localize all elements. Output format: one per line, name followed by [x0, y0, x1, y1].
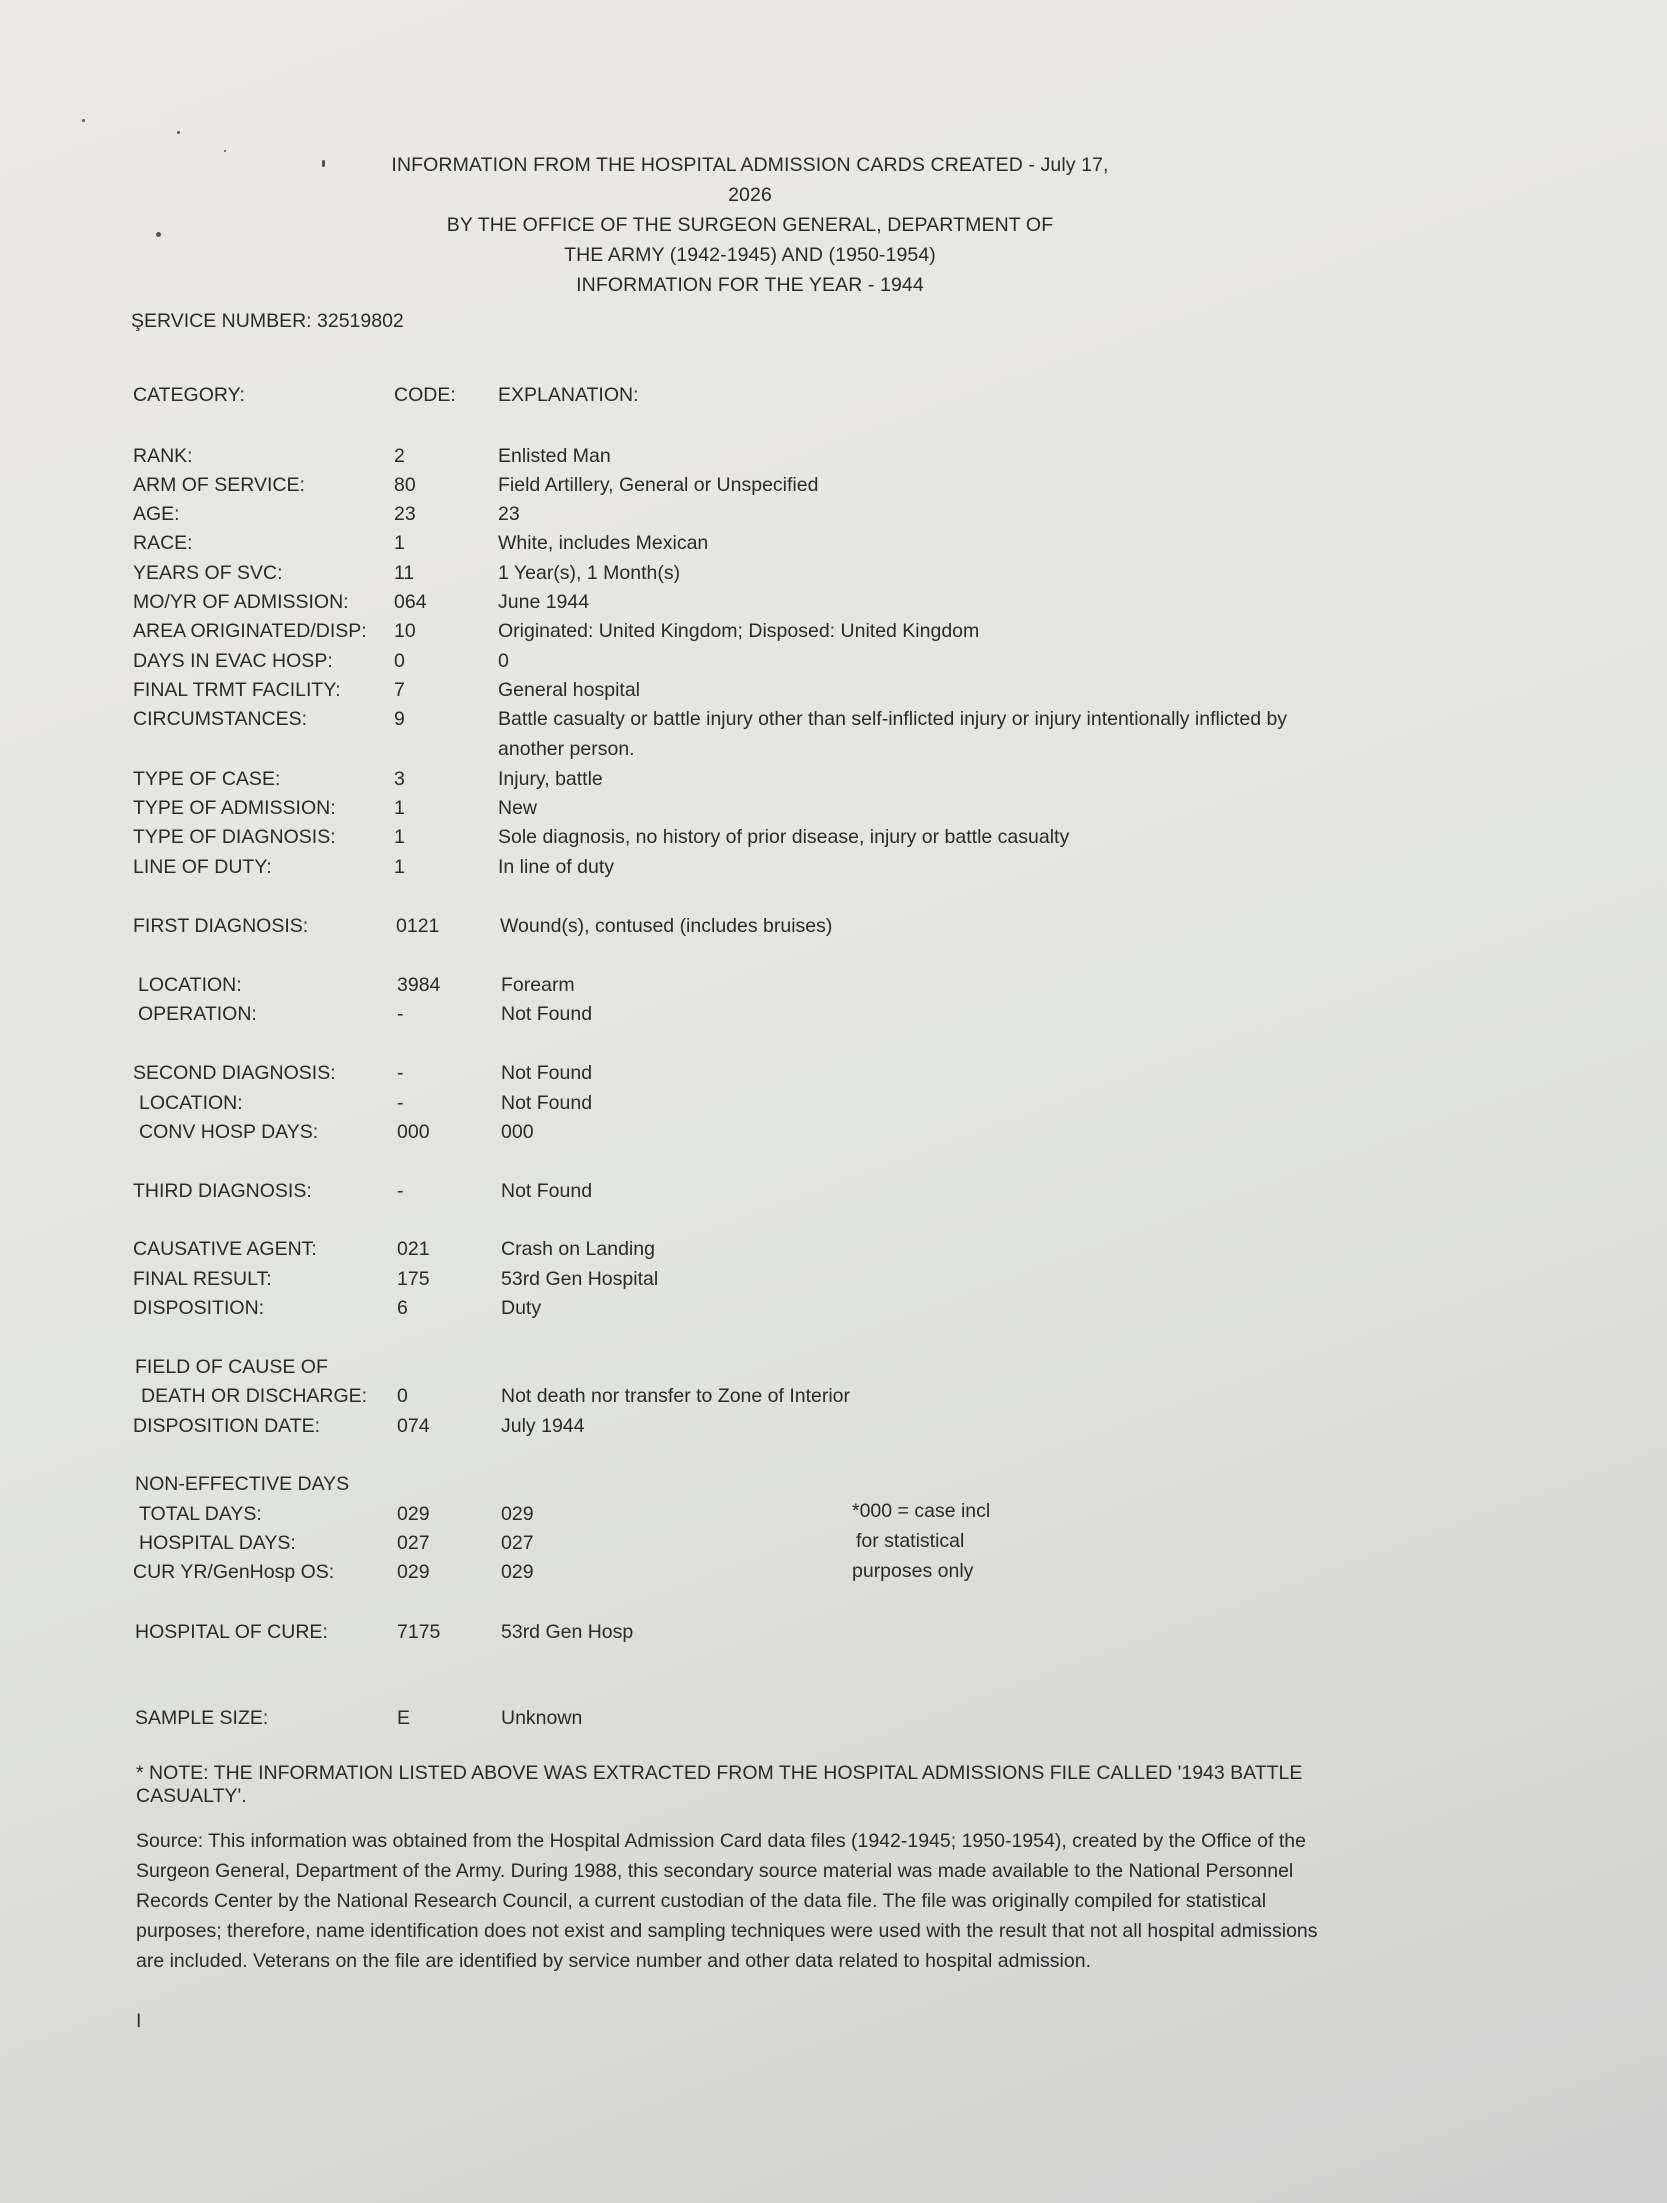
- table-row: [0, 558, 1667, 588]
- table-row: [0, 1264, 1667, 1294]
- row-code: 2: [394, 445, 405, 467]
- row-category: FINAL TRMT FACILITY:: [133, 679, 341, 701]
- table-row: [0, 1234, 1667, 1264]
- table-row: [0, 822, 1667, 852]
- row-category: RANK:: [133, 445, 193, 467]
- row-explanation: 0: [498, 650, 509, 672]
- table-row: [0, 1411, 1667, 1441]
- row-explanation: Originated: United Kingdom; Disposed: United Kingdom: [498, 620, 980, 642]
- table-row: [0, 970, 1667, 1000]
- row-explanation: Injury, battle: [498, 768, 603, 790]
- column-header-explanation: EXPLANATION:: [498, 384, 639, 406]
- row-category: THIRD DIAGNOSIS:: [133, 1180, 312, 1202]
- table-row: [0, 1176, 1667, 1206]
- row-category: TYPE OF CASE:: [133, 768, 281, 790]
- row-category: DEATH OR DISCHARGE:: [141, 1385, 368, 1407]
- row-explanation: 53rd Gen Hosp: [501, 1621, 634, 1643]
- row-category: AREA ORIGINATED/DISP:: [133, 620, 367, 642]
- row-explanation: Battle casualty or battle injury other than self-inflicted injury or injury intentionally inflicted by another person.: [498, 708, 1288, 760]
- row-explanation: 23: [498, 503, 520, 525]
- row-code: 11: [394, 562, 415, 584]
- row-code: 027: [397, 1532, 430, 1554]
- row-explanation: 53rd Gen Hospital: [501, 1268, 659, 1290]
- table-row: [0, 1352, 1667, 1382]
- table-row: [0, 1703, 1667, 1733]
- row-category: SAMPLE SIZE:: [135, 1707, 269, 1729]
- table-row: [0, 616, 1667, 646]
- row-category: HOSPITAL OF CURE:: [135, 1621, 328, 1643]
- speck-mark: [322, 160, 325, 167]
- row-explanation: July 1944: [501, 1415, 585, 1437]
- source-line: are included. Veterans on the file are identified by service number and other data related to hospital admission.: [136, 1950, 1091, 1972]
- header-line: INFORMATION FOR THE YEAR - 1944: [576, 274, 924, 296]
- table-row: [0, 911, 1667, 941]
- row-code: 7: [394, 679, 405, 701]
- row-explanation: 029: [501, 1561, 534, 1583]
- table-row: [0, 1381, 1667, 1411]
- row-code: 80: [394, 474, 416, 496]
- row-explanation: Not Found: [501, 1003, 593, 1025]
- row-code: 9: [394, 708, 405, 730]
- row-explanation: General hospital: [498, 679, 641, 701]
- row-code: 1: [394, 532, 405, 554]
- row-category: TYPE OF DIAGNOSIS:: [133, 826, 336, 848]
- row-explanation: June 1944: [498, 591, 590, 613]
- document-header: [390, 150, 1110, 300]
- table-row: [0, 587, 1667, 617]
- table-row: [0, 470, 1667, 500]
- row-explanation: Not Found: [501, 1180, 593, 1202]
- row-explanation: Forearm: [501, 974, 575, 996]
- row-explanation: In line of duty: [498, 856, 614, 878]
- row-explanation: White, includes Mexican: [498, 532, 709, 554]
- table-row: [0, 852, 1667, 882]
- row-code: 1: [394, 826, 405, 848]
- table-row: [0, 1557, 1667, 1587]
- row-explanation: Field Artillery, General or Unspecified: [498, 474, 819, 496]
- table-row: [0, 704, 1667, 760]
- row-code: 074: [397, 1415, 430, 1437]
- row-code: -: [397, 1180, 404, 1202]
- service-number: ŞERVICE NUMBER: 32519802: [131, 310, 404, 332]
- header-line: THE ARMY (1942-1945) AND (1950-1954): [564, 244, 936, 266]
- table-row: [0, 1617, 1667, 1647]
- row-code: -: [397, 1092, 404, 1114]
- row-category: MO/YR OF ADMISSION:: [133, 591, 349, 613]
- row-explanation: New: [498, 797, 538, 819]
- row-category: FIRST DIAGNOSIS:: [133, 915, 309, 937]
- row-category: TYPE OF ADMISSION:: [133, 797, 336, 819]
- row-code: 3984: [397, 974, 441, 996]
- side-note: [852, 1496, 990, 1586]
- header-line: INFORMATION FROM THE HOSPITAL ADMISSION CARDS CREATED - July 17, 2026: [391, 154, 1109, 206]
- page-mark: I: [136, 2010, 142, 2032]
- row-code: 7175: [397, 1621, 441, 1643]
- side-note-line: *000 = case incl: [852, 1500, 991, 1522]
- row-category: CUR YR/GenHosp OS:: [133, 1561, 335, 1583]
- row-explanation: Not Found: [501, 1062, 593, 1084]
- row-category: OPERATION:: [138, 1003, 257, 1025]
- table-row: [0, 646, 1667, 676]
- row-category: SECOND DIAGNOSIS:: [133, 1062, 336, 1084]
- row-code: 021: [397, 1238, 430, 1260]
- row-code: 1: [394, 856, 405, 878]
- column-header-category: CATEGORY:: [133, 384, 245, 406]
- row-category: LOCATION:: [139, 1092, 243, 1114]
- row-code: 000: [397, 1121, 430, 1143]
- row-code: 029: [397, 1503, 430, 1525]
- row-explanation: Not death nor transfer to Zone of Interior: [501, 1385, 851, 1407]
- row-category: FIELD OF CAUSE OF: [135, 1356, 328, 1378]
- table-row: [0, 1469, 1667, 1499]
- column-header-code: CODE:: [394, 384, 456, 406]
- speck-mark: [177, 131, 180, 134]
- row-code: 0: [394, 650, 405, 672]
- row-code: 175: [397, 1268, 430, 1290]
- row-explanation: 027: [501, 1532, 534, 1554]
- row-category: DAYS IN EVAC HOSP:: [133, 650, 333, 672]
- table-row: [0, 1117, 1667, 1147]
- table-row: [0, 764, 1667, 794]
- side-note-line: for statistical: [856, 1530, 965, 1552]
- side-note-line: purposes only: [852, 1560, 974, 1582]
- source-paragraph: [136, 1826, 1376, 1976]
- row-code: 3: [394, 768, 405, 790]
- table-row: [0, 1499, 1667, 1529]
- row-code: 0121: [396, 915, 440, 937]
- footnote: * NOTE: THE INFORMATION LISTED ABOVE WAS EXTRACTED FROM THE HOSPITAL ADMISSIONS FILE CALLED '1943 BATTLE CASUALTY'.: [136, 1762, 1303, 1807]
- table-row: [0, 793, 1667, 823]
- header-line: BY THE OFFICE OF THE SURGEON GENERAL, DEPARTMENT OF: [446, 214, 1054, 236]
- source-line: purposes; therefore, name identification does not exist and sampling techniques were used with the result that not all hospital admissions: [136, 1920, 1318, 1942]
- row-category: LOCATION:: [138, 974, 242, 996]
- source-line: Surgeon General, Department of the Army. During 1988, this secondary source material was made available to the National Personnel: [136, 1860, 1294, 1882]
- row-explanation: Unknown: [501, 1707, 583, 1729]
- row-category: DISPOSITION DATE:: [133, 1415, 321, 1437]
- row-category: NON-EFFECTIVE DAYS: [135, 1473, 350, 1495]
- row-explanation: 000: [501, 1121, 534, 1143]
- row-explanation: Wound(s), contused (includes bruises): [500, 915, 833, 937]
- row-category: RACE:: [133, 532, 193, 554]
- row-code: 1: [394, 797, 405, 819]
- speck-mark: [156, 232, 161, 237]
- row-category: CIRCUMSTANCES:: [133, 708, 308, 730]
- source-line: Source: This information was obtained from the Hospital Admission Card data files (1942-1945; 1950-1954), created by the Office of the: [136, 1830, 1306, 1852]
- row-code: -: [397, 1062, 404, 1084]
- table-row: [0, 675, 1667, 705]
- row-category: TOTAL DAYS:: [139, 1503, 262, 1525]
- row-category: CAUSATIVE AGENT:: [133, 1238, 317, 1260]
- row-explanation: 1 Year(s), 1 Month(s): [498, 562, 681, 584]
- row-code: E: [397, 1707, 411, 1729]
- row-explanation: Enlisted Man: [498, 445, 611, 467]
- source-line: Records Center by the National Research Council, a current custodian of the data file. The file was originally compiled for statistical: [136, 1890, 1267, 1912]
- table-row: [0, 1528, 1667, 1558]
- row-code: 10: [394, 620, 416, 642]
- speck-mark: [224, 150, 226, 152]
- row-category: ARM OF SERVICE:: [133, 474, 305, 496]
- table-row: [0, 999, 1667, 1029]
- table-row: [0, 528, 1667, 558]
- table-row: [0, 1088, 1667, 1118]
- row-code: 064: [394, 591, 427, 613]
- table-row: [0, 1293, 1667, 1323]
- row-category: CONV HOSP DAYS:: [139, 1121, 319, 1143]
- row-category: FINAL RESULT:: [133, 1268, 272, 1290]
- table-row: [0, 499, 1667, 529]
- row-code: 23: [394, 503, 416, 525]
- row-explanation: Not Found: [501, 1092, 593, 1114]
- row-category: AGE:: [133, 503, 180, 525]
- row-category: YEARS OF SVC:: [133, 562, 283, 584]
- row-explanation: 029: [501, 1503, 534, 1525]
- row-category: DISPOSITION:: [133, 1297, 265, 1319]
- table-row: [0, 441, 1667, 471]
- row-category: HOSPITAL DAYS:: [139, 1532, 296, 1554]
- row-code: 0: [397, 1385, 408, 1407]
- row-code: 6: [397, 1297, 408, 1319]
- row-category: LINE OF DUTY:: [133, 856, 272, 878]
- row-code: -: [397, 1003, 404, 1025]
- row-explanation: Crash on Landing: [501, 1238, 655, 1260]
- row-code: 029: [397, 1561, 430, 1583]
- table-row: [0, 1058, 1667, 1088]
- row-explanation: Duty: [501, 1297, 542, 1319]
- speck-mark: [82, 119, 85, 122]
- row-explanation: Sole diagnosis, no history of prior disease, injury or battle casualty: [498, 826, 1070, 848]
